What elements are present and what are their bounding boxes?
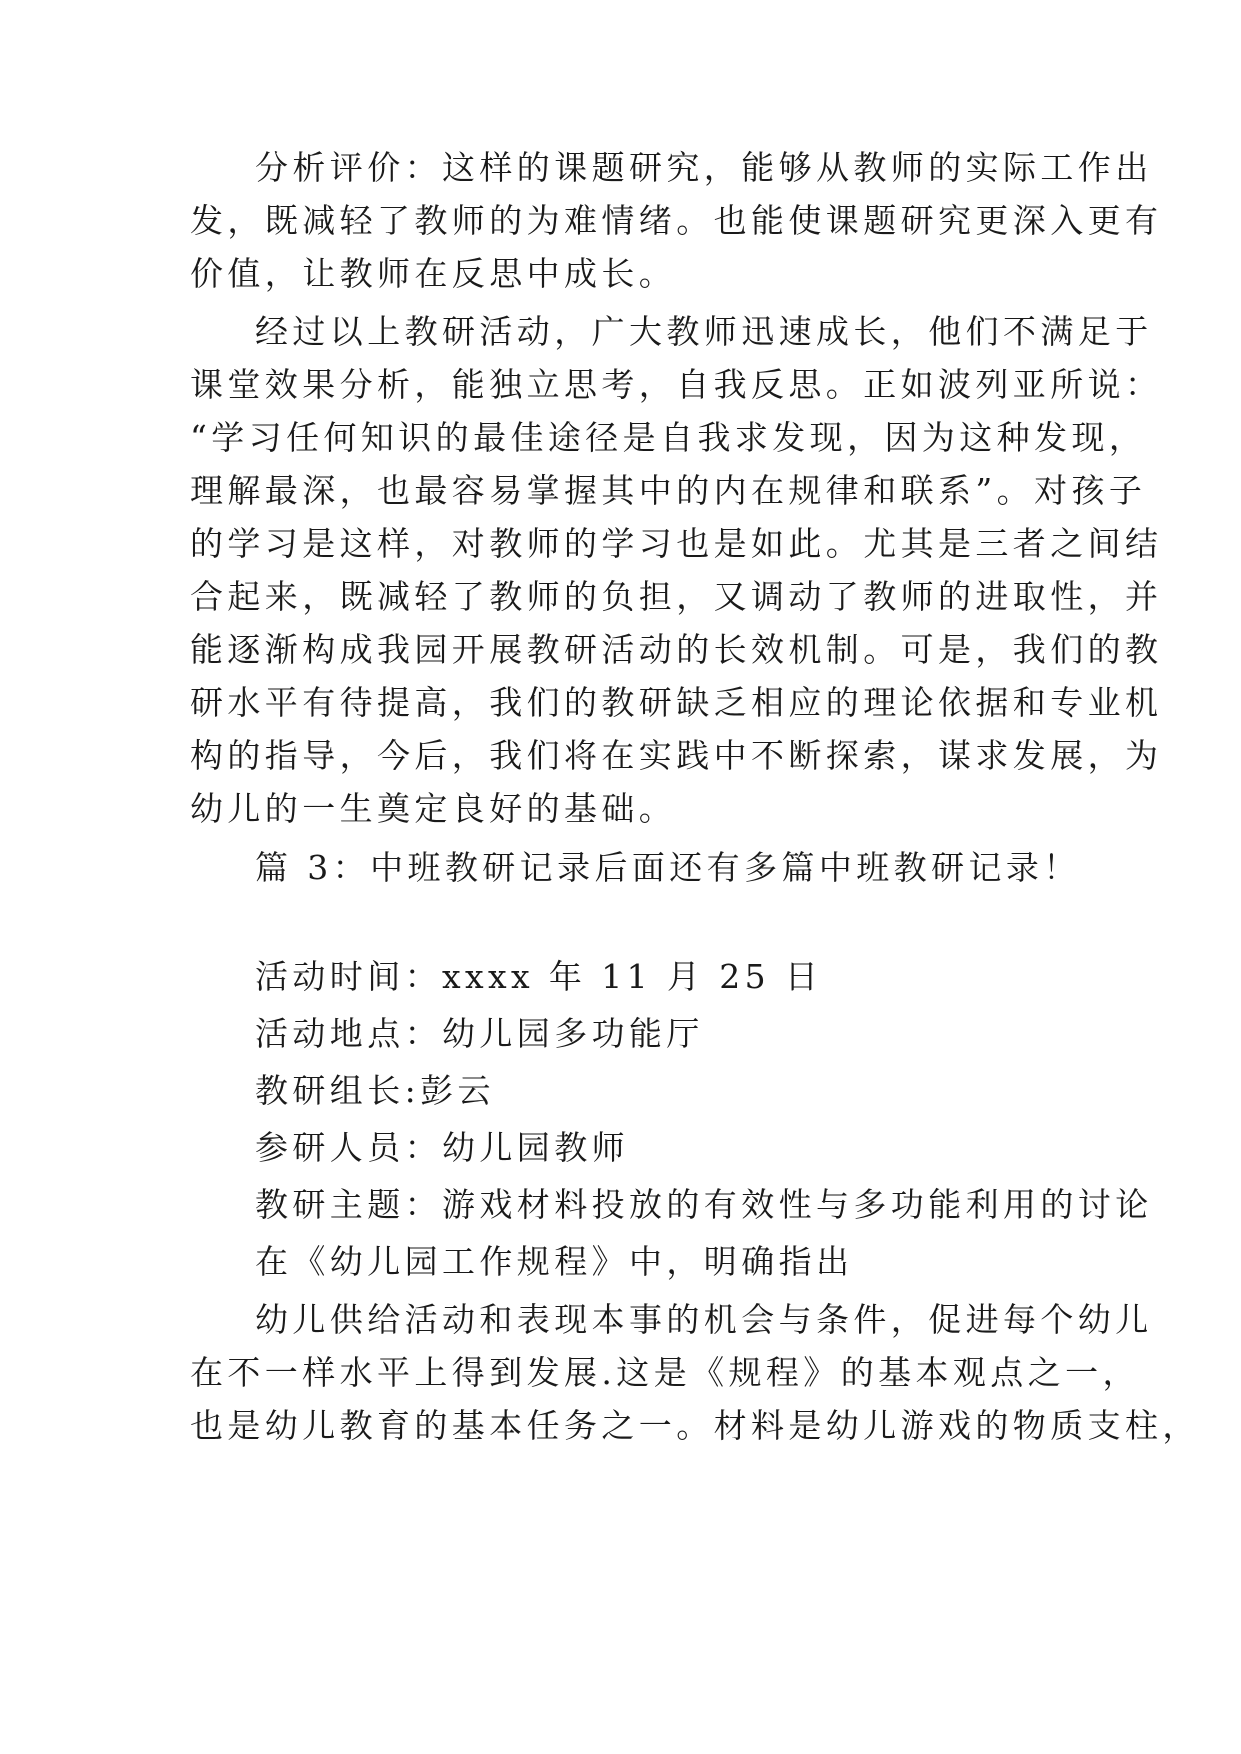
- section-heading: 篇 3：中班教研记录后面还有多篇中班教研记录！: [255, 848, 1081, 887]
- regulation-line-3: 也是幼儿教育的基本任务之一。材料是幼儿游戏的物质支柱，: [190, 1406, 1200, 1445]
- summary-line-5: 的学习是这样，对教师的学习也是如此。尤其是三者之间结: [190, 524, 1163, 563]
- summary-line-6: 合起来，既减轻了教师的负担，又调动了教师的进取性，并: [190, 577, 1163, 616]
- summary-line-4: 理解最深，也最容易掌握其中的内在规律和联系”。对孩子: [190, 471, 1147, 510]
- summary-line-3: “学习任何知识的最佳途径是自我求发现，因为这种发现，: [190, 418, 1147, 457]
- info-regulation-intro: 在《幼儿园工作规程》中，明确指出: [255, 1242, 854, 1281]
- regulation-line-2: 在不一样水平上得到发展.这是《规程》的基本观点之一，: [190, 1353, 1140, 1392]
- analysis-line-2: 发，既减轻了教师的为难情绪。也能使课题研究更深入更有: [190, 201, 1163, 240]
- info-activity-time: 活动时间：xxxx 年 11 月 25 日: [255, 957, 823, 996]
- summary-line-2: 课堂效果分析，能独立思考，自我反思。正如波列亚所说：: [190, 365, 1163, 404]
- regulation-line-1: 幼儿供给活动和表现本事的机会与条件，促进每个幼儿: [255, 1300, 1153, 1339]
- summary-line-1: 经过以上教研活动，广大教师迅速成长，他们不满足于: [255, 312, 1153, 351]
- summary-line-8: 研水平有待提高，我们的教研缺乏相应的理论依据和专业机: [190, 683, 1163, 722]
- info-activity-location: 活动地点：幼儿园多功能厅: [255, 1014, 704, 1053]
- analysis-line-1: 分析评价：这样的课题研究，能够从教师的实际工作出: [255, 148, 1153, 187]
- info-group-leader: 教研组长:彭云: [255, 1071, 495, 1110]
- info-research-theme: 教研主题：游戏材料投放的有效性与多功能利用的讨论: [255, 1185, 1153, 1224]
- summary-line-9: 构的指导，今后，我们将在实践中不断探索，谋求发展，为: [190, 736, 1163, 775]
- analysis-line-3: 价值，让教师在反思中成长。: [190, 254, 677, 293]
- info-participants: 参研人员：幼儿园教师: [255, 1128, 629, 1167]
- summary-line-7: 能逐渐构成我园开展教研活动的长效机制。可是，我们的教: [190, 630, 1163, 669]
- summary-line-10: 幼儿的一生奠定良好的基础。: [190, 789, 677, 828]
